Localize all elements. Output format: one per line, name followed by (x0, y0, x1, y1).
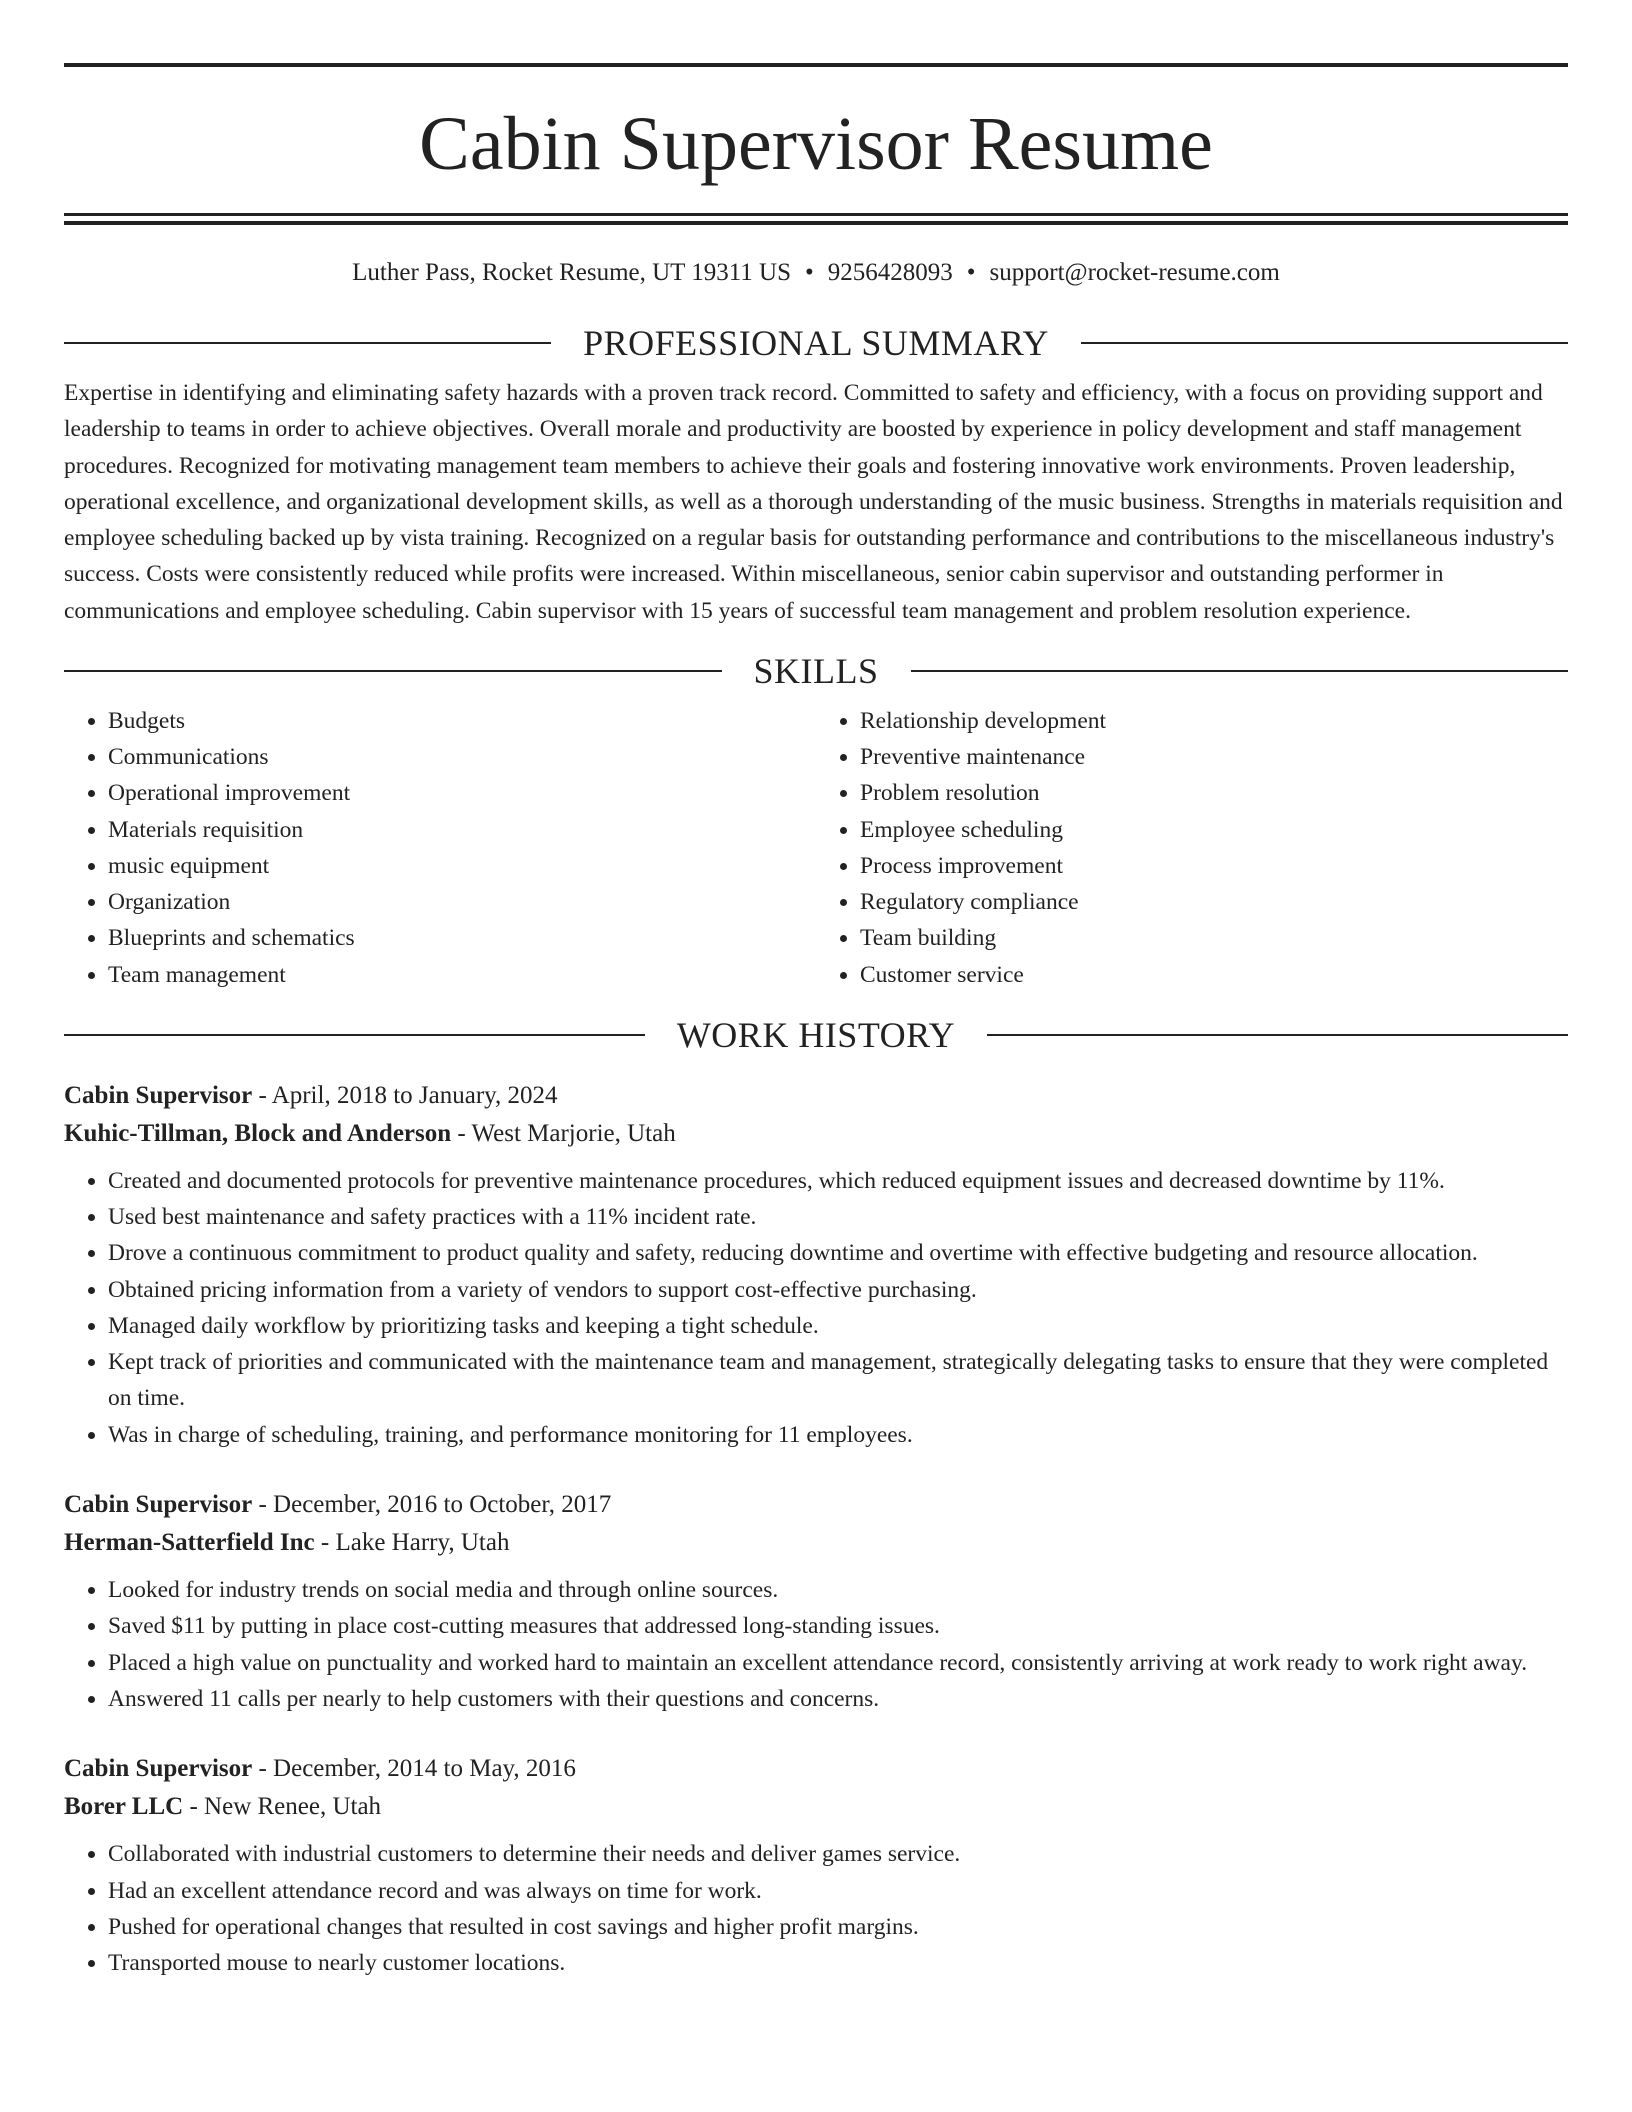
skill-item: • Organization (108, 884, 816, 920)
job-bullets (64, 1836, 1568, 1981)
skill-item: • Blueprints and schematics (108, 920, 816, 956)
job-bullets (64, 1163, 1568, 1453)
skill-item: • Team management (108, 957, 816, 993)
heading-rule (64, 342, 551, 344)
job-company: Kuhic-Tillman, Block and Anderson (64, 1119, 452, 1147)
contact-separator: • (805, 259, 814, 286)
job-bullet: • Was in charge of scheduling, training, and performance monitoring for 11 employees. (108, 1417, 1568, 1453)
skill-item: • Operational improvement (108, 775, 816, 811)
job-bullet: • Managed daily workflow by prioritizing tasks and keeping a tight schedule. (108, 1308, 1568, 1344)
job-company: Herman-Satterfield Inc (64, 1529, 315, 1557)
job-title: Cabin Supervisor (64, 1491, 253, 1519)
job-bullet: • Had an excellent attendance record and was always on time for work. (108, 1873, 1568, 1909)
skill-item: • Preventive maintenance (860, 739, 1568, 775)
job-bullet: • Collaborated with industrial customers to determine their needs and deliver games service. (108, 1836, 1568, 1872)
heading-rule (1081, 342, 1568, 344)
job-title: Cabin Supervisor (64, 1081, 253, 1109)
skill-item: • Budgets (108, 703, 816, 739)
job-location: - Lake Harry, Utah (314, 1529, 510, 1557)
work-heading (64, 1013, 1568, 1057)
resume-page (64, 0, 1568, 1981)
job-entry (64, 1486, 1568, 1717)
heading-rule (987, 1034, 1568, 1036)
skill-item: • Team building (860, 920, 1568, 956)
summary-heading (64, 321, 1568, 365)
job-location: - New Renee, Utah (183, 1793, 382, 1821)
skill-item: • Process improvement (860, 848, 1568, 884)
skill-item: • Relationship development (860, 703, 1568, 739)
summary-text: Expertise in identifying and eliminating safety hazards with a proven track record. Committed to safety and efficiency, with a focus on providing support and leadership to teams in order to achieve objectives. Overall morale and productivity are boosted by experience in policy development and staff management procedures. Recognized for motivating management team members to achieve their goals and fostering innovative work environments. Proven leadership, operational excellence, and organizational development skills, as well as a thorough understanding of the music business. Strengths in materials requisition and employee scheduling backed up by vista training. Recognized on a regular basis for outstanding performance and contributions to the miscellaneous industry's success. Costs were consistently reduced while profits were increased. Within miscellaneous, senior cabin supervisor and outstanding performer in communications and employee scheduling. Cabin supervisor with 15 years of successful team management and problem resolution experience. (64, 380, 1563, 624)
skill-item: • Problem resolution (860, 775, 1568, 811)
job-location: - West Marjorie, Utah (451, 1119, 676, 1147)
skill-item: • music equipment (108, 848, 816, 884)
job-bullet: • Used best maintenance and safety practices with a 11% incident rate. (108, 1199, 1568, 1235)
job-dates: - December, 2016 to October, 2017 (252, 1491, 612, 1519)
skill-item: • Customer service (860, 957, 1568, 993)
contact-address: Luther Pass, Rocket Resume, UT 19311 US (352, 259, 792, 286)
skill-item: • Regulatory compliance (860, 884, 1568, 920)
job-bullet: • Looked for industry trends on social media and through online sources. (108, 1572, 1568, 1608)
summary-heading-label: PROFESSIONAL SUMMARY (583, 323, 1049, 363)
job-company-line (64, 1788, 1568, 1826)
job-title-line (64, 1750, 1568, 1788)
skills-heading-label: SKILLS (753, 651, 879, 692)
skills-columns (64, 703, 1568, 993)
job-bullet: • Obtained pricing information from a variety of vendors to support cost-effective purchasing. (108, 1272, 1568, 1308)
skills-heading (64, 649, 1568, 693)
job-bullet: • Saved $11 by putting in place cost-cutting measures that addressed long-standing issues. (108, 1608, 1568, 1644)
skill-item: • Communications (108, 739, 816, 775)
job-title-line (64, 1486, 1568, 1524)
job-dates: - December, 2014 to May, 2016 (252, 1755, 576, 1783)
job-bullet: • Created and documented protocols for preventive maintenance procedures, which reduced equipment issues and decreased downtime by 11%. (108, 1163, 1568, 1199)
heading-rule (64, 1034, 645, 1036)
heading-rule (64, 670, 722, 672)
work-history (64, 1077, 1568, 1982)
job-entry (64, 1750, 1568, 1981)
skills-list-left (64, 703, 816, 993)
job-company-line (64, 1524, 1568, 1562)
job-bullet: • Placed a high value on punctuality and worked hard to maintain an excellent attendance record, consistently arriving at work ready to work right away. (108, 1645, 1568, 1681)
job-bullet: • Answered 11 calls per nearly to help customers with their questions and concerns. (108, 1681, 1568, 1717)
contact-email: support@rocket-resume.com (989, 259, 1280, 286)
resume-title: Cabin Supervisor Resume (419, 102, 1213, 186)
contact-phone: 9256428093 (827, 259, 953, 286)
job-bullet: • Drove a continuous commitment to product quality and safety, reducing downtime and overtime with effective budgeting and resource allocation. (108, 1235, 1568, 1271)
contact-separator: • (966, 259, 976, 286)
heading-rule (911, 670, 1569, 672)
job-company: Borer LLC (64, 1793, 184, 1821)
double-rule (64, 213, 1568, 225)
job-bullet: • Transported mouse to nearly customer locations. (108, 1945, 1568, 1981)
contact-line (64, 257, 1568, 289)
job-entry (64, 1077, 1568, 1453)
skill-item: • Employee scheduling (860, 812, 1568, 848)
skill-item: • Materials requisition (108, 812, 816, 848)
job-bullet: • Pushed for operational changes that resulted in cost savings and higher profit margins. (108, 1909, 1568, 1945)
job-company-line (64, 1115, 1568, 1153)
work-heading-label: WORK HISTORY (676, 1014, 956, 1055)
job-title: Cabin Supervisor (64, 1755, 253, 1783)
job-dates: - April, 2018 to January, 2024 (252, 1081, 558, 1109)
job-bullet: • Kept track of priorities and communicated with the maintenance team and management, strategically delegating tasks to ensure that they were completed on time. (108, 1344, 1568, 1417)
job-bullets (64, 1572, 1568, 1717)
job-title-line (64, 1077, 1568, 1115)
skills-list-right (816, 703, 1568, 993)
